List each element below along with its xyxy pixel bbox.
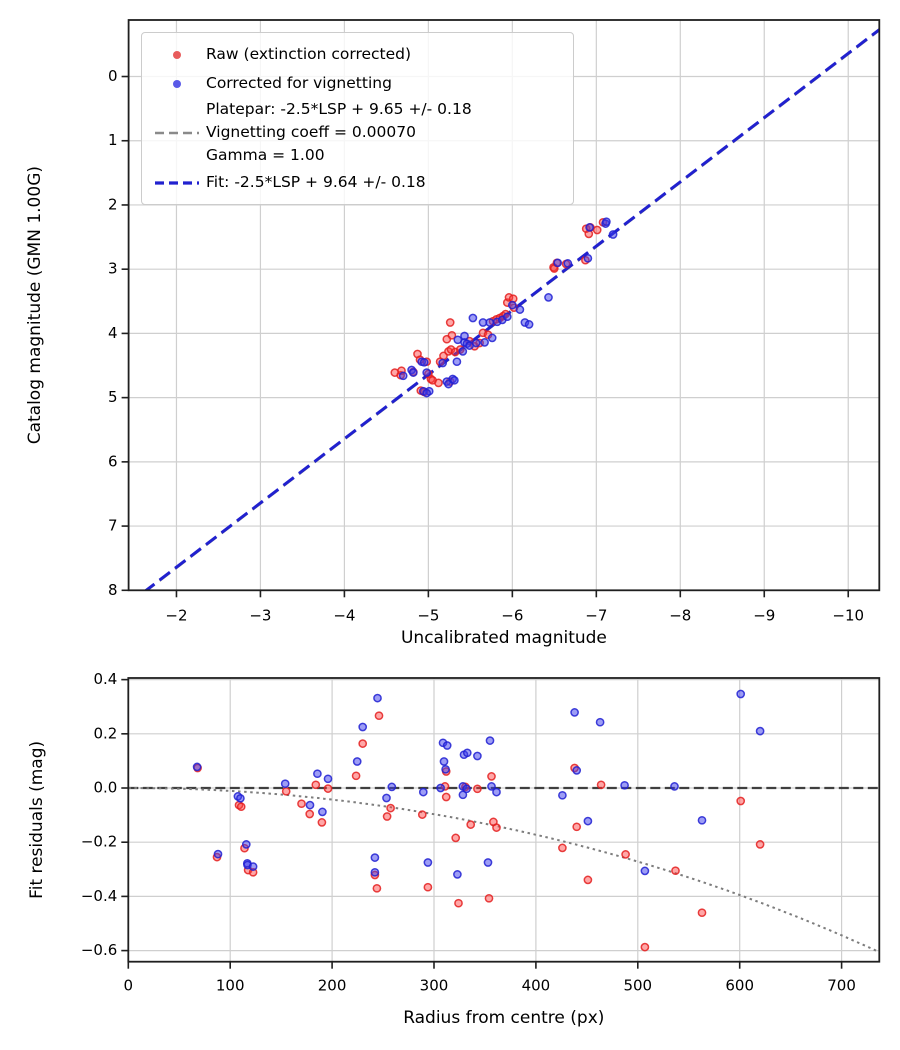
svg-text:5: 5: [108, 388, 118, 407]
svg-text:500: 500: [623, 976, 653, 995]
platepar-dash-icon: [148, 130, 206, 136]
svg-text:6: 6: [108, 452, 118, 471]
data-point: [516, 306, 523, 313]
data-point: [373, 885, 380, 892]
data-point: [485, 895, 492, 902]
data-point: [473, 339, 480, 346]
data-point: [319, 808, 326, 815]
fit-dash-icon: [148, 179, 206, 187]
svg-text:0: 0: [123, 976, 134, 995]
legend-label-fit: Fit: -2.5*LSP + 9.64 +/- 0.18: [206, 173, 426, 191]
data-point: [452, 834, 459, 841]
svg-text:−0.2: −0.2: [80, 832, 118, 851]
data-point: [594, 226, 601, 233]
data-point: [464, 749, 471, 756]
data-point: [359, 740, 366, 747]
svg-text:7: 7: [108, 516, 118, 535]
svg-text:2: 2: [108, 195, 118, 214]
data-point: [306, 810, 313, 817]
data-point: [545, 294, 552, 301]
data-point: [571, 709, 578, 716]
svg-text:−8: −8: [669, 606, 692, 625]
data-point: [671, 783, 678, 790]
legend-item-corrected: [148, 69, 567, 98]
x-axis-label: Uncalibrated magnitude: [400, 628, 607, 648]
data-point: [698, 817, 705, 824]
svg-text:100: 100: [215, 976, 245, 995]
data-point: [453, 358, 460, 365]
data-point: [603, 218, 610, 225]
data-point: [564, 260, 571, 267]
y-axis-label: Fit residuals (mag): [27, 740, 47, 899]
svg-text:600: 600: [725, 976, 755, 995]
data-point: [554, 259, 561, 266]
svg-text:4: 4: [108, 323, 118, 342]
data-point: [504, 313, 511, 320]
data-point: [672, 867, 679, 874]
data-point: [584, 255, 591, 262]
data-point: [486, 737, 493, 744]
data-point: [737, 690, 744, 697]
data-point: [641, 944, 648, 951]
legend-label-corrected: Corrected for vignetting: [206, 74, 392, 92]
scatter-corrected: [194, 690, 764, 878]
legend-item-fit: [148, 167, 567, 198]
data-point: [423, 369, 430, 376]
svg-text:3: 3: [108, 259, 118, 278]
grid-lines: [128, 678, 879, 962]
data-point: [250, 863, 257, 870]
legend-box: [141, 32, 574, 205]
svg-text:1: 1: [108, 131, 118, 150]
scatter-raw: [391, 219, 606, 396]
data-point: [312, 781, 319, 788]
data-point: [488, 773, 495, 780]
data-point: [424, 859, 431, 866]
data-point: [474, 785, 481, 792]
svg-text:−2: −2: [165, 606, 188, 625]
data-point: [383, 794, 390, 801]
corrected-dot-icon: [148, 80, 206, 88]
data-point: [447, 319, 454, 326]
svg-text:−4: −4: [333, 606, 356, 625]
data-point: [387, 805, 394, 812]
scatter-raw: [194, 712, 764, 951]
data-point: [371, 869, 378, 876]
data-point: [586, 224, 593, 231]
svg-text:300: 300: [419, 976, 449, 995]
svg-text:−6: −6: [501, 606, 524, 625]
data-point: [442, 766, 449, 773]
data-point: [410, 369, 417, 376]
data-point: [324, 775, 331, 782]
data-point: [559, 844, 566, 851]
svg-text:−0.6: −0.6: [80, 941, 118, 960]
data-point: [489, 334, 496, 341]
data-point: [306, 802, 313, 809]
data-point: [493, 824, 500, 831]
svg-text:0.2: 0.2: [93, 724, 118, 743]
data-point: [444, 742, 451, 749]
data-point: [238, 803, 245, 810]
data-point: [455, 900, 462, 907]
data-point: [371, 854, 378, 861]
legend-label-platepar: [206, 98, 472, 167]
data-point: [573, 823, 580, 830]
raw-dot-icon: [148, 51, 206, 59]
svg-text:−9: −9: [753, 606, 776, 625]
data-point: [437, 784, 444, 791]
data-point: [469, 314, 476, 321]
data-point: [757, 841, 764, 848]
data-point: [451, 377, 458, 384]
svg-text:400: 400: [521, 976, 551, 995]
data-point: [298, 800, 305, 807]
data-point: [621, 782, 628, 789]
data-point: [493, 789, 500, 796]
data-point: [237, 795, 244, 802]
data-point: [400, 372, 407, 379]
data-point: [486, 319, 493, 326]
svg-text:700: 700: [827, 976, 856, 995]
data-point: [443, 793, 450, 800]
data-point: [598, 781, 605, 788]
vignetting-model-curve: [128, 788, 878, 952]
data-point: [194, 763, 201, 770]
data-point: [467, 821, 474, 828]
data-point: [243, 841, 250, 848]
svg-text:0.4: 0.4: [93, 670, 118, 689]
data-point: [463, 785, 470, 792]
data-point: [421, 359, 428, 366]
data-point: [439, 359, 446, 366]
svg-text:200: 200: [317, 976, 347, 995]
data-point: [359, 723, 366, 730]
subplot-1: [27, 670, 879, 1028]
data-point: [423, 390, 430, 397]
axes-spines: [128, 678, 879, 962]
data-point: [388, 783, 395, 790]
svg-text:−10: −10: [832, 606, 865, 625]
tick-marks: [121, 680, 841, 969]
data-point: [641, 867, 648, 874]
platepar-line-3: Gamma = 1.00: [206, 146, 325, 164]
data-point: [459, 348, 466, 355]
data-point: [509, 302, 516, 309]
data-point: [461, 332, 468, 339]
data-point: [484, 859, 491, 866]
data-point: [440, 758, 447, 765]
data-point: [384, 813, 391, 820]
data-point: [584, 818, 591, 825]
data-point: [481, 339, 488, 346]
data-point: [474, 752, 481, 759]
data-point: [282, 780, 289, 787]
platepar-line-1: Platepar: -2.5*LSP + 9.65 +/- 0.18: [206, 100, 472, 118]
legend-item-platepar: [148, 98, 567, 167]
x-axis-label: Radius from centre (px): [403, 1008, 605, 1028]
data-point: [597, 719, 604, 726]
data-point: [610, 231, 617, 238]
svg-text:−7: −7: [585, 606, 608, 625]
platepar-line-2: Vignetting coeff = 0.00070: [206, 123, 416, 141]
data-point: [584, 876, 591, 883]
svg-text:8: 8: [108, 580, 118, 599]
data-point: [353, 772, 360, 779]
svg-text:0: 0: [108, 67, 118, 86]
data-point: [424, 884, 431, 891]
data-point: [354, 758, 361, 765]
data-point: [324, 785, 331, 792]
data-point: [374, 695, 381, 702]
data-point: [559, 792, 566, 799]
legend-item-raw: [148, 40, 567, 69]
svg-text:−5: −5: [417, 606, 440, 625]
svg-text:−0.4: −0.4: [80, 886, 118, 905]
svg-text:0.0: 0.0: [93, 778, 118, 797]
data-point: [737, 797, 744, 804]
data-point: [573, 767, 580, 774]
data-point: [318, 819, 325, 826]
data-point: [314, 770, 321, 777]
legend-label-raw: Raw (extinction corrected): [206, 45, 412, 63]
data-point: [419, 811, 426, 818]
data-point: [214, 851, 221, 858]
data-point: [435, 379, 442, 386]
data-point: [454, 871, 461, 878]
data-point: [622, 851, 629, 858]
data-point: [420, 789, 427, 796]
data-point: [757, 728, 764, 735]
data-point: [283, 788, 290, 795]
data-point: [375, 712, 382, 719]
data-point: [698, 909, 705, 916]
y-axis-label: Catalog magnitude (GMN 1.00G): [25, 165, 45, 445]
svg-text:−3: −3: [249, 606, 272, 625]
data-point: [526, 321, 533, 328]
